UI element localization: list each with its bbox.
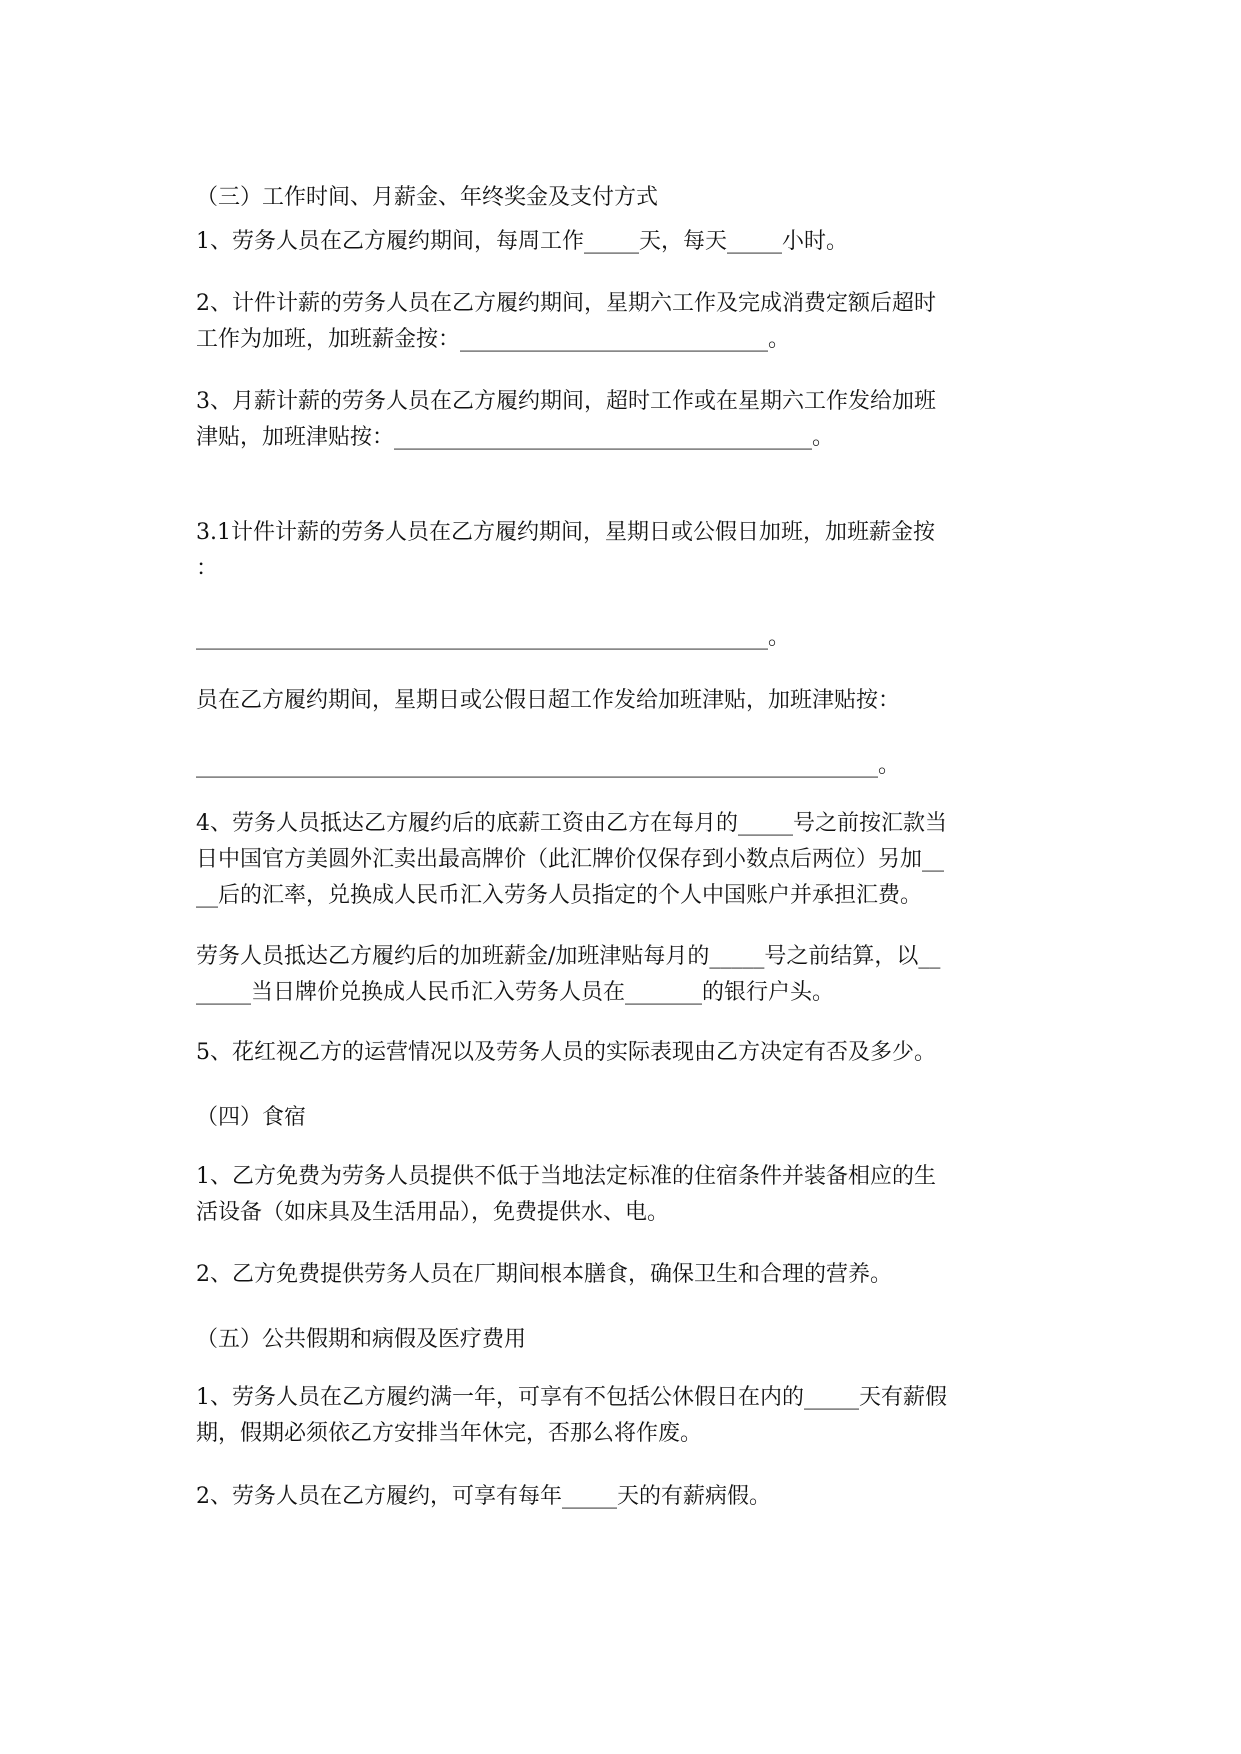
paragraph-4-2 (196, 1257, 1061, 1293)
text-line: _____当日牌价兑换成人民币汇入劳务人员在_______的银行户头。 (196, 980, 835, 1005)
paragraph-5-2 (196, 1479, 1061, 1515)
text-line: ： (196, 556, 219, 581)
text-line: __后的汇率，兑换成人民币汇入劳务人员指定的个人中国账户并承担汇费。 (196, 883, 923, 908)
text-line: 5、花红视乙方的运营情况以及劳务人员的实际表现由乙方决定有否及多少。 (196, 1040, 936, 1065)
paragraph-3-3-1 (196, 515, 1061, 587)
text-line: ____________________________________________________。 (196, 625, 791, 650)
paragraph-3-1 (196, 224, 1061, 260)
paragraph-3-5 (196, 1035, 1061, 1071)
text-line: 期，假期必须依乙方安排当年休完，否那么将作废。 (196, 1421, 703, 1446)
text-line: （四）食宿 (196, 1105, 307, 1130)
text-line: 2、计件计薪的劳务人员在乙方履约期间，星期六工作及完成消费定额后超时 (196, 291, 936, 316)
paragraph-holiday-allowance (196, 683, 1061, 719)
blank-line-overtime-pay (196, 620, 1061, 656)
paragraph-3-4 (196, 806, 1061, 914)
text-line: ______________________________________________________________。 (196, 753, 901, 778)
text-line: 1、劳务人员在乙方履约期间，每周工作_____天，每天_____小时。 (196, 229, 848, 254)
text-line: 活设备（如床具及生活用品），免费提供水、电。 (196, 1200, 670, 1225)
text-line: 4、劳务人员抵达乙方履约后的底薪工资由乙方在每月的_____号之前按汇款当 (196, 811, 947, 836)
text-line: 员在乙方履约期间，星期日或公假日超工作发给加班津贴，加班津贴按： (196, 688, 901, 713)
paragraph-5-1 (196, 1380, 1061, 1452)
text-line: 2、乙方免费提供劳务人员在厂期间根本膳食，确保卫生和合理的营养。 (196, 1262, 892, 1287)
paragraph-3-3 (196, 384, 1061, 456)
section-heading-3 (196, 180, 1061, 216)
text-line: 2、劳务人员在乙方履约，可享有每年_____天的有薪病假。 (196, 1484, 771, 1509)
section-heading-4 (196, 1100, 1061, 1136)
paragraph-overtime-settlement (196, 939, 1061, 1011)
blank-line-holiday-allowance (196, 748, 1061, 784)
text-line: （三）工作时间、月薪金、年终奖金及支付方式 (196, 185, 659, 210)
paragraph-4-1 (196, 1159, 1061, 1231)
paragraph-3-2 (196, 286, 1061, 358)
text-line: 津贴，加班津贴按：______________________________________。 (196, 425, 835, 450)
text-line: 日中国官方美圆外汇卖出最高牌价（此汇牌价仅保存到小数点后两位）另加__ (196, 847, 945, 872)
text-line: 劳务人员抵达乙方履约后的加班薪金/加班津贴每月的_____号之前结算，以__ (196, 944, 941, 969)
text-line: （五）公共假期和病假及医疗费用 (196, 1327, 527, 1352)
text-line: 3.1计件计薪的劳务人员在乙方履约期间，星期日或公假日加班，加班薪金按 (196, 520, 935, 545)
section-heading-5 (196, 1322, 1061, 1358)
text-line: 3、月薪计薪的劳务人员在乙方履约期间，超时工作或在星期六工作发给加班 (196, 389, 936, 414)
text-line: 1、乙方免费为劳务人员提供不低于当地法定标准的住宿条件并装备相应的生 (196, 1164, 936, 1189)
text-line: 1、劳务人员在乙方履约满一年，可享有不包括公休假日在内的_____天有薪假 (196, 1385, 947, 1410)
text-line: 工作为加班，加班薪金按：____________________________。 (196, 327, 791, 352)
